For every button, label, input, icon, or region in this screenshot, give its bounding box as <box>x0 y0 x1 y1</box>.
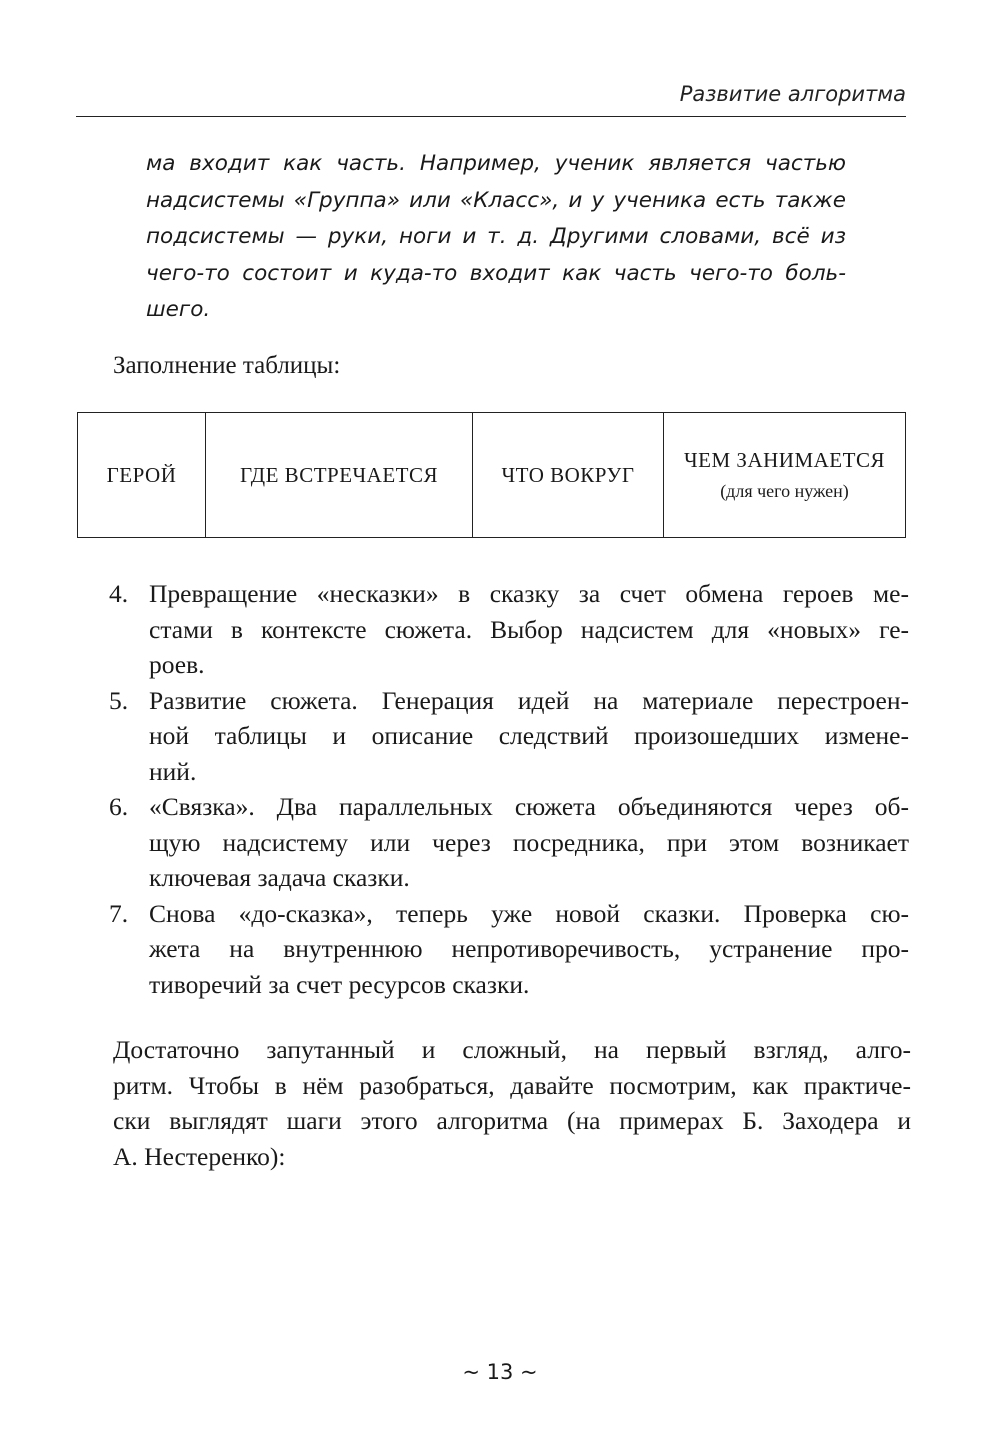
step-line: Снова «до-сказка», теперь уже новой сказки. Проверка сю- <box>149 898 909 928</box>
italic-line: подсистемы — руки, ноги и т. д. Другими словами, всё из <box>146 224 846 249</box>
step-number: 6. <box>109 792 129 821</box>
step-line: стами в контексте сюжета. Выбор надсистем для «новых» ге- <box>149 614 909 644</box>
table-header-cell: ЧТО ВОКРУГ <box>473 413 664 538</box>
page-number: ~ 13 ~ <box>462 1360 538 1384</box>
italic-line: надсистемы «Группа» или «Класс», и у ученика есть также <box>146 187 846 213</box>
paragraph-line: ски выглядят шаги этого алгоритма (на примерах Б. Заходера и <box>113 1106 911 1135</box>
table-header-cell <box>664 413 906 538</box>
italic-quote-block <box>146 146 846 329</box>
step-number: 5. <box>109 685 129 715</box>
table-intro: Заполнение таблицы: <box>113 352 341 379</box>
table-header-label: ЧЕМ ЗАНИМАЕТСЯ <box>684 448 885 472</box>
italic-line: шего. <box>146 297 211 322</box>
step-line: жета на внутреннюю непротиворечивость, устранение про- <box>149 934 909 963</box>
header-rule <box>76 116 906 117</box>
body-paragraph <box>113 1032 911 1174</box>
hero-table <box>77 412 906 538</box>
table-header-cell: ГДЕ ВСТРЕЧАЕТСЯ <box>206 413 473 538</box>
step-line: ной таблицы и описание следствий произошедших измене- <box>149 721 909 750</box>
step-line: щую надсистему или через посредника, при этом возникает <box>149 827 909 857</box>
paragraph-line: А. Нестеренко): <box>113 1141 286 1171</box>
step-line: Превращение «несказки» в сказку за счет обмена героев ме- <box>149 579 909 608</box>
step-line: тиворечий за счет ресурсов сказки. <box>149 969 530 999</box>
italic-line: чего-то состоит и куда-то входит как часть чего-то боль- <box>146 260 846 286</box>
step-line: роев. <box>149 650 205 679</box>
step-line: ключевая задача сказки. <box>149 863 410 892</box>
step-line: Развитие сюжета. Генерация идей на материале перестроен- <box>149 685 909 715</box>
table-header-cell: ГЕРОЙ <box>78 413 206 538</box>
paragraph-line: ритм. Чтобы в нём разобраться, давайте посмотрим, как практиче- <box>113 1070 911 1100</box>
list-item <box>0 683 1000 790</box>
list-item <box>0 789 1000 896</box>
running-head: Развитие алгоритма <box>679 82 906 106</box>
paragraph-line: Достаточно запутанный и сложный, на первый взгляд, алго- <box>113 1035 911 1064</box>
step-line: «Связка». Два параллельных сюжета объединяются через об- <box>149 792 909 821</box>
step-number: 7. <box>109 898 129 928</box>
list-item <box>0 576 1000 683</box>
italic-line: ма входит как часть. Например, ученик является частью <box>146 151 846 176</box>
table-header-sublabel: (для чего нужен) <box>720 481 849 501</box>
step-line: ний. <box>149 756 197 786</box>
step-number: 4. <box>109 579 129 608</box>
table-row <box>78 413 906 538</box>
steps-list <box>0 576 1000 1002</box>
list-item <box>0 896 1000 1003</box>
